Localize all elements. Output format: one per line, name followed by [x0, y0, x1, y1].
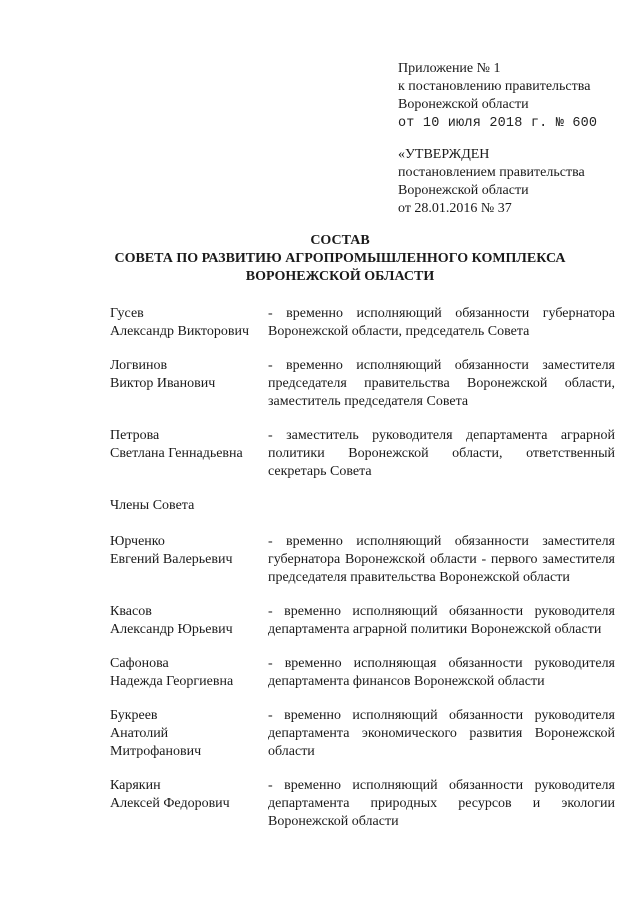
member-given-name: Александр Викторович	[110, 324, 250, 339]
member-patronymic: Митрофанович	[110, 744, 202, 759]
member-surname: Юрченко	[110, 534, 165, 549]
appendix-reference: к постановлению правительства	[398, 79, 591, 94]
member-role: - временно исполняющий обязанности заместителя губернатора Воронежской области - первого заместителя председателя правительства Воронежской области	[268, 534, 615, 585]
approval-block	[398, 146, 628, 218]
approval-date: от 28.01.2016 № 37	[398, 201, 512, 216]
member-surname: Петрова	[110, 428, 160, 443]
appendix-order-date: от 10 июля 2018 г. № 600	[398, 116, 598, 131]
member-name	[110, 603, 268, 639]
council-composition	[110, 305, 615, 847]
member-given-name: Виктор Иванович	[110, 376, 216, 391]
approval-authority: постановлением правительства	[398, 165, 585, 180]
member-role: - временно исполняющий обязанности руководителя департамента аграрной политики Воронежской области	[268, 604, 615, 637]
member-name	[110, 305, 268, 341]
member-given-name: Алексей Федорович	[110, 796, 230, 811]
member-surname: Логвинов	[110, 358, 168, 373]
member-row	[110, 533, 615, 587]
member-given-name: Надежда Георгиевна	[110, 674, 234, 689]
member-name	[110, 427, 268, 481]
member-name	[110, 707, 268, 761]
member-surname: Сафонова	[110, 656, 169, 671]
member-role: - временно исполняющий обязанности заместителя председателя правительства Воронежской области, заместитель председателя Совета	[268, 358, 615, 409]
member-role: - временно исполняющий обязанности губернатора Воронежской области, председатель Совета	[268, 306, 615, 339]
member-name	[110, 777, 268, 831]
title-line-1: СОСТАВ	[310, 233, 370, 248]
member-name	[110, 655, 268, 691]
member-name	[110, 533, 268, 587]
appendix-region: Воронежской области	[398, 97, 529, 112]
member-row	[110, 655, 615, 691]
member-role: - временно исполняющий обязанности руководителя департамента экономического развития Воронежской области	[268, 708, 615, 759]
member-surname: Букреев	[110, 708, 158, 723]
member-given-name: Светлана Геннадьевна	[110, 446, 243, 461]
member-surname: Квасов	[110, 604, 152, 619]
member-surname: Карякин	[110, 778, 161, 793]
members-section-label: Члены Совета	[110, 498, 195, 513]
member-role: - временно исполняющий обязанности руководителя департамента природных ресурсов и экологии Воронежской области	[268, 778, 615, 829]
appendix-number: Приложение № 1	[398, 61, 501, 76]
member-name	[110, 357, 268, 411]
member-row	[110, 777, 615, 831]
title-line-2: СОВЕТА ПО РАЗВИТИЮ АГРОПРОМЫШЛЕННОГО КОМПЛЕКСА	[114, 251, 566, 266]
member-given-name: Анатолий	[110, 726, 169, 741]
approval-status: «УТВЕРЖДЕН	[398, 147, 490, 162]
document-title	[60, 232, 620, 286]
member-row	[110, 427, 615, 481]
member-row	[110, 603, 615, 639]
member-row	[110, 357, 615, 411]
member-row	[110, 707, 615, 761]
member-row	[110, 305, 615, 341]
member-role: - заместитель руководителя департамента аграрной политики Воронежской области, ответственный секретарь Совета	[268, 428, 615, 479]
title-line-3: ВОРОНЕЖСКОЙ ОБЛАСТИ	[245, 269, 435, 284]
appendix-header	[398, 60, 628, 133]
member-surname: Гусев	[110, 306, 144, 321]
approval-region: Воронежской области	[398, 183, 529, 198]
member-given-name: Евгений Валерьевич	[110, 552, 233, 567]
member-role: - временно исполняющая обязанности руководителя департамента финансов Воронежской области	[268, 656, 615, 689]
member-given-name: Александр Юрьевич	[110, 622, 233, 637]
